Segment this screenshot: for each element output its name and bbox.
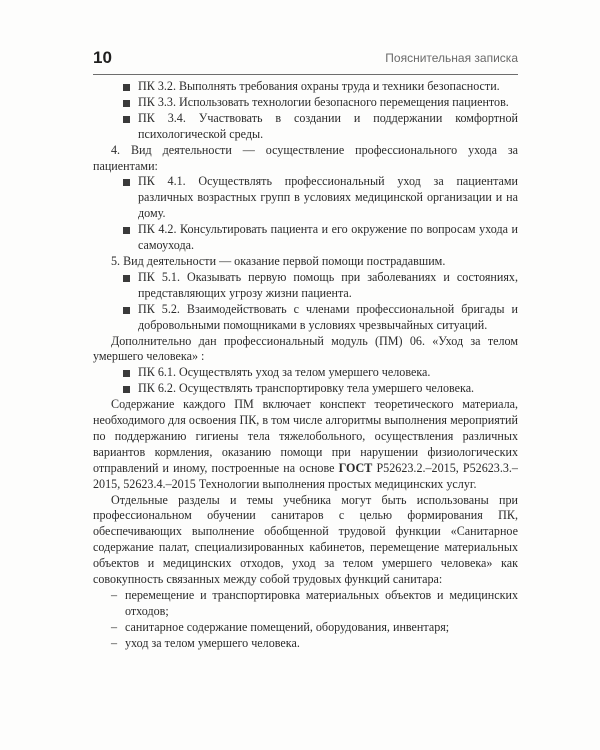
bullet-square-icon (123, 116, 130, 123)
bullet-pk-5-2 (93, 302, 518, 334)
bullet-square-icon (123, 84, 130, 91)
page-header (93, 44, 518, 75)
page-body (93, 79, 518, 652)
dash-text: санитарное содержание помещений, оборудования, инвентаря; (125, 619, 450, 634)
bullet-pk-4-1 (93, 174, 518, 222)
sections-paragraph: Отдельные разделы и темы учебника могут быть использованы при профессиональном обучении санитаров с целью формирования ПК, обеспечивающих выполнение обобщенной трудовой функции «Санитарное содержание палат, специализированных кабинетов, перемещение материальных объектов и медицинских отходов, уход за телом умершего человека» как совокупность связанных между собой трудовых функций санитара: (93, 492, 518, 587)
content-paragraph (93, 397, 518, 492)
gost-term: ГОСТ (338, 460, 373, 475)
bullet-pk-4-2 (93, 222, 518, 254)
bullet-square-icon (123, 275, 130, 282)
bullet-square-icon (123, 386, 130, 393)
bullet-pk-3-2 (93, 79, 518, 95)
bullet-text: ПК 6.2. Осуществлять транспортировку тела умершего человека. (138, 381, 475, 396)
content-paragraph-text-b: Р52623.2.–2015, Р52623.3.–2015, 52623.4.–2015 Технологии выполнения простых медицинских услуг. (93, 460, 518, 491)
bullet-text: ПК 3.3. Использовать технологии безопасного перемещения пациентов. (138, 94, 509, 109)
bullet-pk-3-3 (93, 95, 518, 111)
bullet-text: ПК 3.2. Выполнять требования охраны труда и техники безопасности. (138, 79, 500, 93)
dash-symbol: – (111, 619, 118, 634)
bullet-text: ПК 3.4. Участвовать в создании и поддержании комфортной психологической среды. (138, 110, 518, 141)
module-intro-paragraph: Дополнительно дан профессиональный модуль (ПМ) 06. «Уход за телом умершего человека» : (93, 333, 518, 364)
bullet-pk-6-1 (93, 365, 518, 381)
bullet-square-icon (123, 370, 130, 377)
dash-symbol: – (111, 588, 118, 602)
bullet-text: ПК 5.1. Оказывать первую помощь при заболеваниях и состояниях, представляющих угрозу жизни пациента. (138, 269, 518, 300)
page-number: 10 (93, 48, 112, 67)
dash-item-3 (93, 636, 518, 652)
bullet-pk-6-2 (93, 381, 518, 397)
activity-4-paragraph: 4. Вид деятельности — осуществление профессионального ухода за пациентами: (93, 142, 518, 173)
dash-text: перемещение и транспортировка материальных объектов и медицинских отходов; (125, 588, 518, 618)
bullet-square-icon (123, 179, 130, 186)
bullet-text: ПК 6.1. Осуществлять уход за телом умершего человека. (138, 365, 431, 380)
dash-item-1 (93, 588, 518, 620)
running-title: Пояснительная записка (385, 51, 518, 65)
bullet-text: ПК 5.2. Взаимодействовать с членами профессиональной бригады и добровольными помощниками в условиях чрезвычайных ситуаций. (138, 301, 518, 332)
bullet-pk-3-4 (93, 111, 518, 143)
activity-5-paragraph: 5. Вид деятельности — оказание первой помощи пострадавшим. (111, 253, 446, 268)
bullet-text: ПК 4.1. Осуществлять профессиональный уход за пациентами различных возрастных групп в условиях медицинской организации и на дому. (138, 174, 518, 221)
content-paragraph-text-a: Содержание каждого ПМ включает конспект теоретического материала, необходимого для освоения ПК, в том числе алгоритмы выполнения мероприятий по поддержанию гигиены тела тяжелобольного, осуществления различных вариантов кормления, оказанию помощи при нарушении физиологических отправлений и иному, построенные на основе (93, 397, 518, 475)
dash-text: уход за телом умершего человека. (125, 635, 300, 650)
bullet-square-icon (123, 227, 130, 234)
bullet-pk-5-1 (93, 270, 518, 302)
bullet-square-icon (123, 307, 130, 314)
bullet-text: ПК 4.2. Консультировать пациента и его окружение по вопросам ухода и самоухода. (138, 222, 518, 253)
dash-item-2 (93, 620, 518, 636)
bullet-square-icon (123, 100, 130, 107)
dash-symbol: – (111, 635, 118, 650)
